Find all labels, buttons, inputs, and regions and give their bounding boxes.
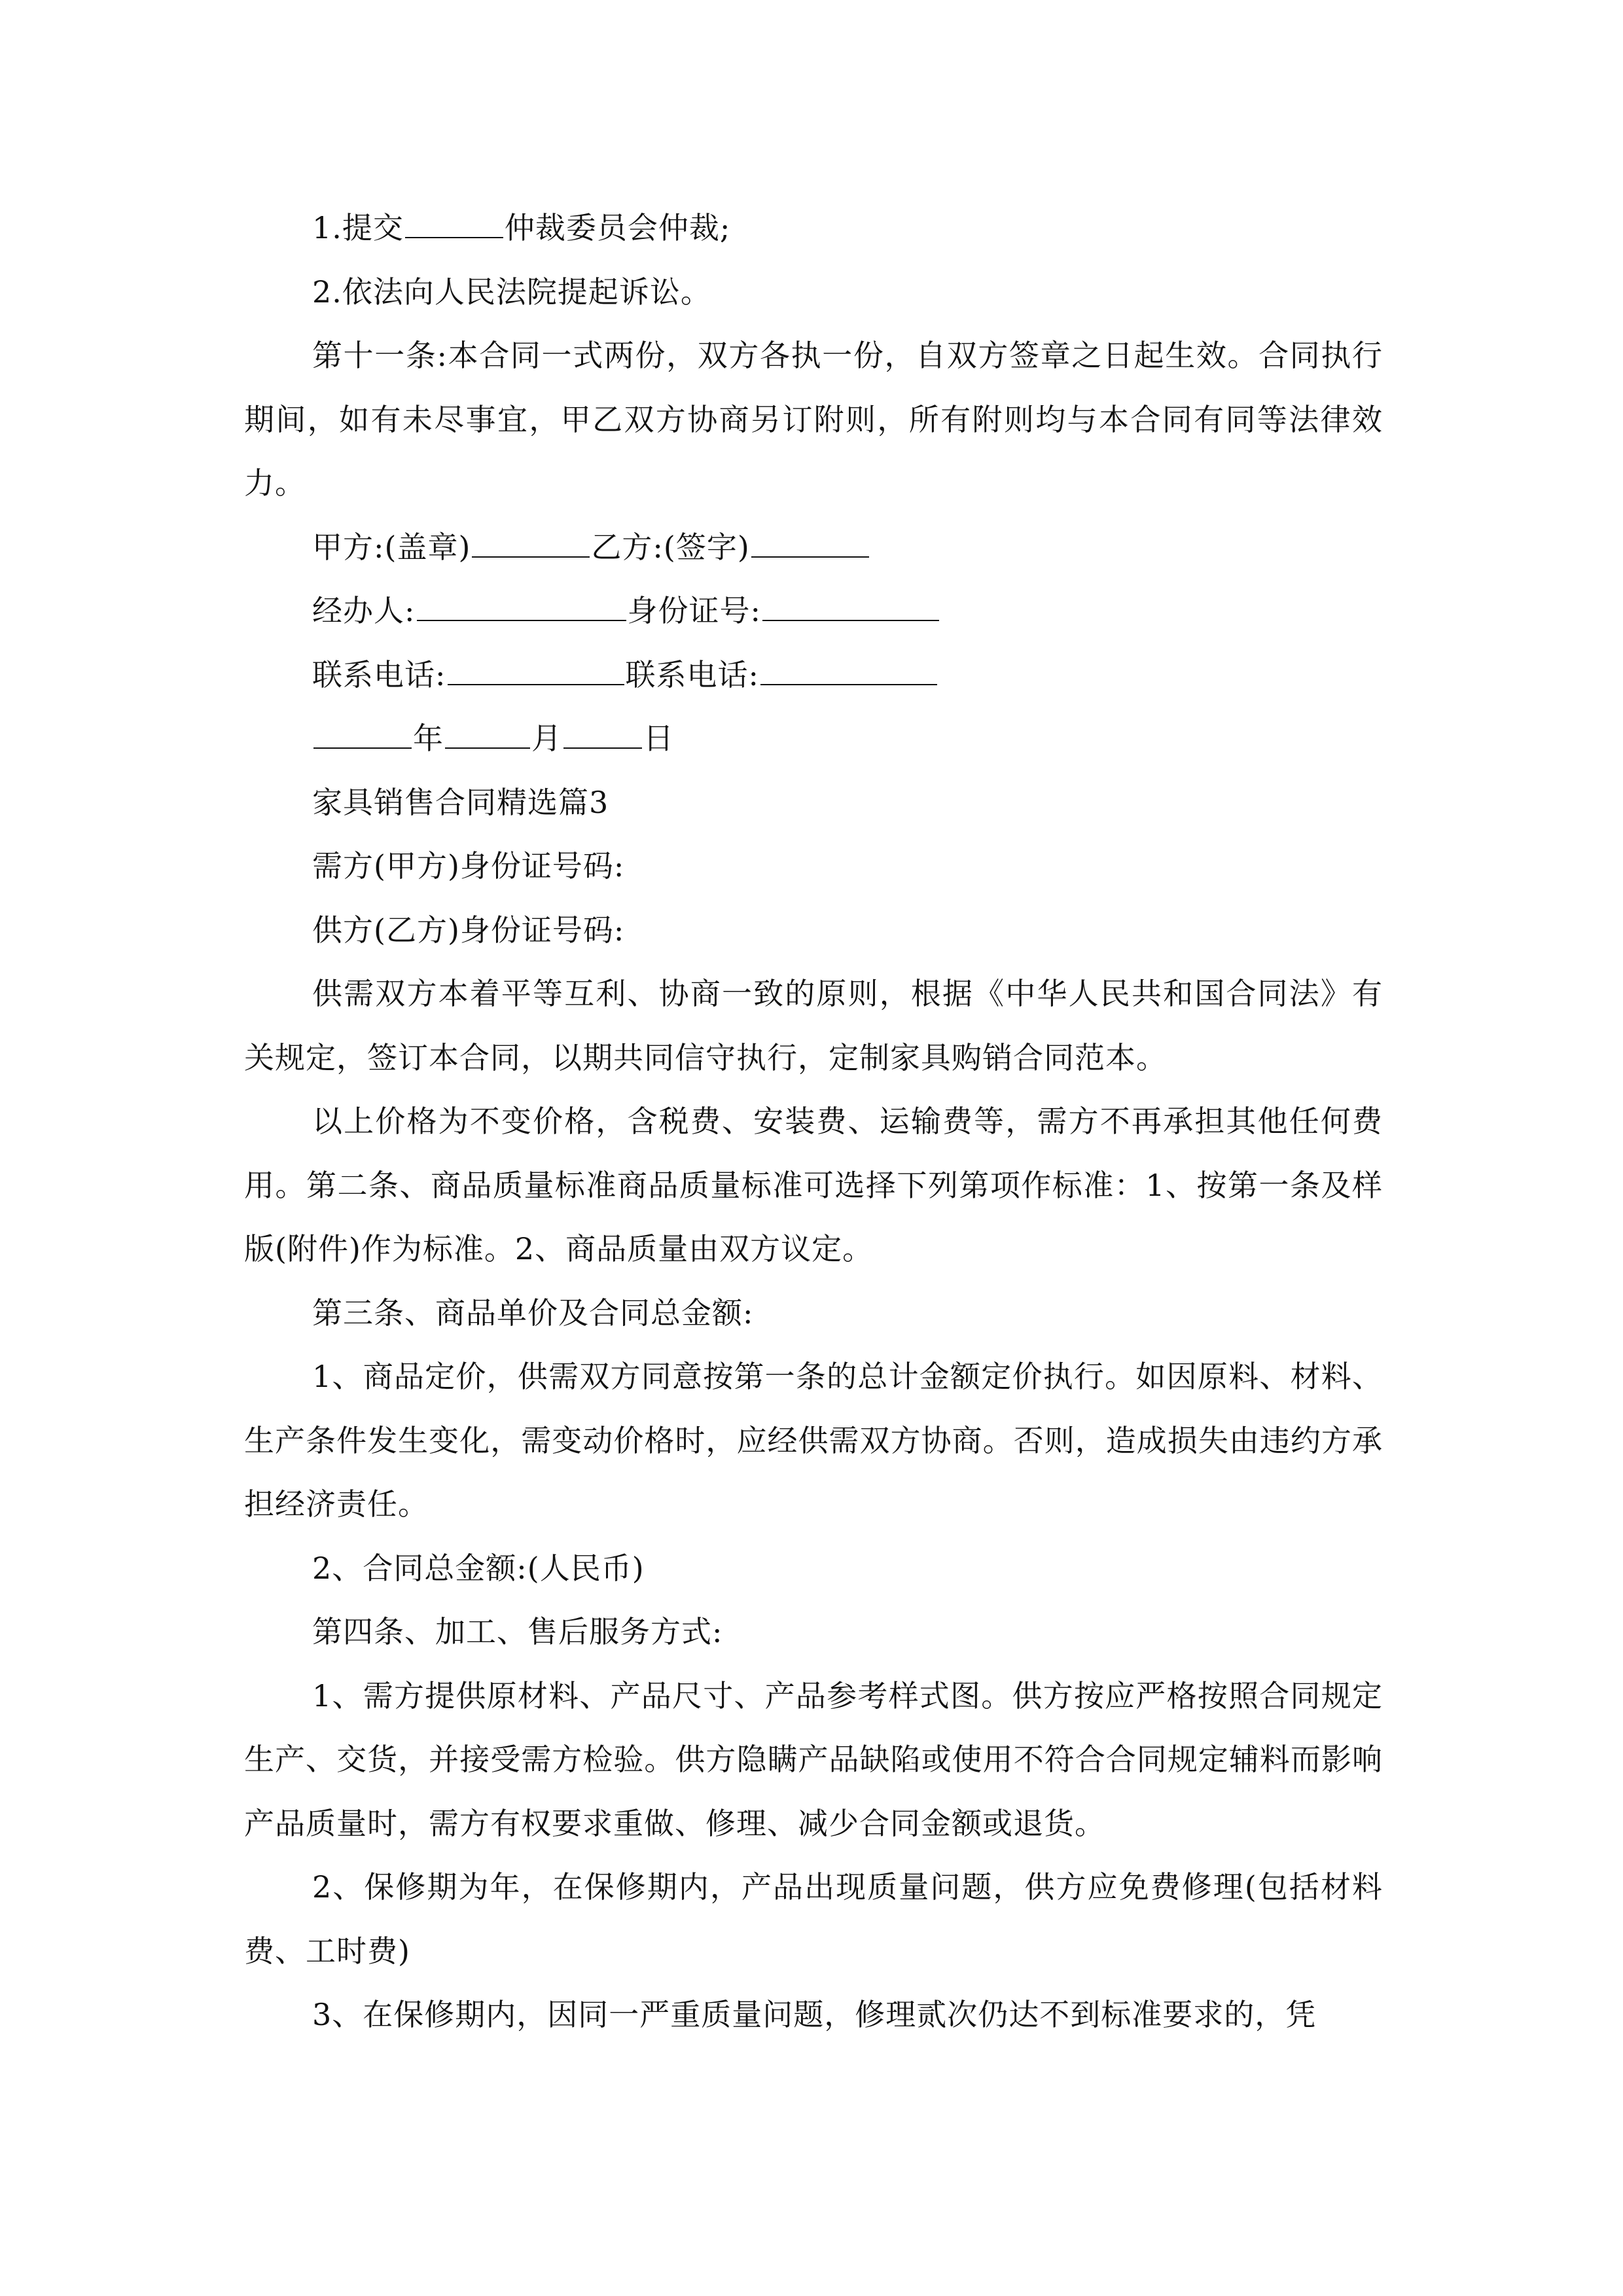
clause-arbitration: 1.提交 仲裁委员会仲裁; [244, 196, 1383, 260]
article-4-item-1: 1、需方提供原材料、产品尺寸、产品参考样式图。供方按应严格按照合同规定生产、交货，并接受需方检验。供方隐瞒产品缺陷或使用不符合合同规定辅料而影响产品质量时，需方有权要求重做、修理、减少合同金额或退货。 [244, 1677, 1383, 1841]
blank-line [417, 588, 626, 621]
blank-line [445, 716, 530, 749]
document-body [244, 196, 1383, 2047]
signature-phone: 联系电话: 联系电话: [244, 643, 1383, 708]
blank-line [762, 588, 939, 621]
blank-line [760, 652, 937, 685]
blank-line [313, 716, 412, 749]
article-4-title: 第四条、加工、售后服务方式: [312, 1614, 723, 1649]
article-3-title: 第三条、商品单价及合同总金额: [312, 1295, 754, 1331]
signature-agent: 经办人: 身份证号: [244, 579, 1383, 643]
intro-paragraph: 供需双方本着平等互利、协商一致的原则，根据《中华人民共和国合同法》有关规定，签订本合同，以期共同信守执行，定制家具购销合同范本。 [244, 976, 1383, 1075]
article-3-item-1: 1、商品定价，供需双方同意按第一条的总计金额定价执行。如因原料、材料、生产条件发生变化，需变动价格时，应经供需双方协商。否则，造成损失由违约方承担经济责任。 [244, 1359, 1383, 1522]
article-11: 第十一条:本合同一式两份，双方各执一份，自双方签章之日起生效。合同执行期间，如有未尽事宜，甲乙双方协商另订附则，所有附则均与本合同有同等法律效力。 [244, 338, 1383, 501]
blank-line [751, 524, 869, 557]
seller-id-label: 供方(乙方)身份证号码: [312, 912, 625, 948]
article-3-item-2: 2、合同总金额:(人民币) [312, 1550, 645, 1586]
blank-line [563, 716, 642, 749]
section-title: 家具销售合同精选篇3 [312, 784, 609, 820]
blank-line [448, 652, 624, 685]
signature-date: 年 月 日 [244, 707, 1383, 771]
signature-parties: 甲方:(盖章) 乙方:(签字) [244, 516, 1383, 580]
article-4-item-3: 3、在保修期内，因同一严重质量问题，修理贰次仍达不到标准要求的，凭 [312, 1997, 1317, 2032]
buyer-id-label: 需方(甲方)身份证号码: [312, 848, 625, 884]
clause-litigation: 2.依法向人民法院提起诉讼。 [312, 274, 711, 310]
article-4-item-2: 2、保修期为年，在保修期内，产品出现质量问题，供方应免费修理(包括材料费、工时费) [244, 1869, 1383, 1969]
blank-line [472, 524, 590, 557]
blank-line [405, 206, 503, 238]
price-quality-paragraph: 以上价格为不变价格，含税费、安装费、运输费等，需方不再承担其他任何费用。第二条、商品质量标准商品质量标准可选择下列第项作标准：1、按第一条及样版(附件)作为标准。2、商品质量由双方议定。 [244, 1103, 1383, 1266]
